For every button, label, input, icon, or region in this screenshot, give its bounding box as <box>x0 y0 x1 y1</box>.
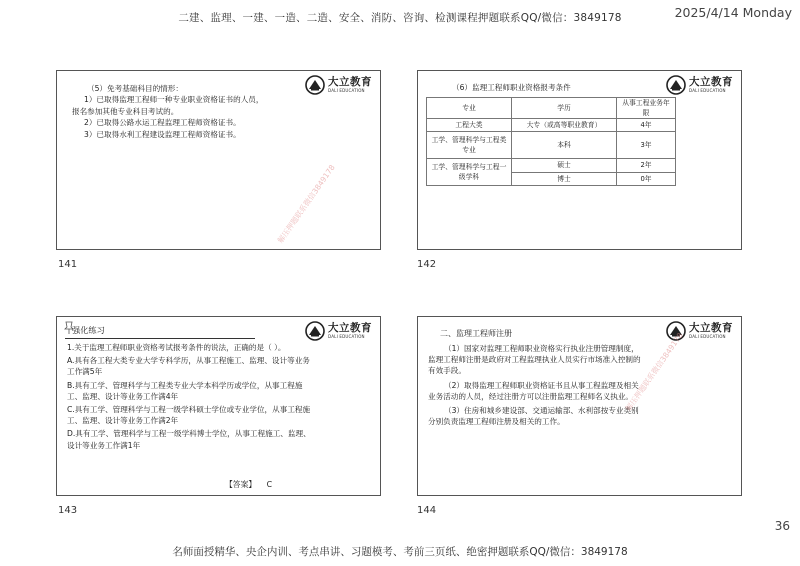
dali-logo-icon <box>305 321 325 341</box>
table-cell: 3年 <box>617 132 676 159</box>
practice-heading-label: 强化练习 <box>72 325 105 335</box>
watermark: 解压押题联系微信3849178 <box>623 331 685 413</box>
exam-conditions-table <box>426 97 676 186</box>
footer-text: 名师面授精华、央企内训、考点串讲、习题模考、考前三页纸、绝密押题联系QQ/微信：3849178 <box>172 546 628 558</box>
logo-name: 大立教育 <box>689 321 733 334</box>
paragraph: （1）国家对监理工程师职业资格实行执业注册管理制度，监理工程师注册是政府对工程监理执业人员实行市场准入控制的有效手段。 <box>428 344 641 376</box>
paragraph: （3）住房和城乡建设部、交通运输部、水利部按专业类别分别负责监理工程师注册及相关的工作。 <box>428 406 639 427</box>
table-cell: 工程大类 <box>427 119 512 132</box>
table-cell: 博士 <box>512 172 617 186</box>
slide-141-line: 报名参加其他专业科目考试的。 <box>72 106 179 116</box>
dali-logo <box>305 75 372 95</box>
slide-number: 143 <box>58 505 78 516</box>
option-a: A.具有各工程大类专业大学专科学历，从事工程施工、监理、设计等业务工作满5年 <box>67 356 310 377</box>
date-label: 2025/4/14 Monday <box>674 5 792 20</box>
slide-141-body <box>72 83 307 140</box>
table-cell: 大专（或高等职业教育） <box>512 119 617 132</box>
option-c: C.具有工学、管理科学与工程一级学科硕士学位或专业学位，从事工程施工、监理、设计等业务工作满2年 <box>67 405 311 426</box>
table-cell: 0年 <box>617 172 676 186</box>
table-cell: 工学、管理科学与工程类专业 <box>427 132 512 159</box>
table-cell: 工学、管理科学与工程一级学科 <box>427 159 512 186</box>
table-row <box>427 159 676 173</box>
slide-144-body <box>428 343 646 430</box>
slide-number: 141 <box>58 259 78 270</box>
question-body <box>67 342 317 453</box>
logo-subtitle: DALI EDUCATION <box>689 88 726 94</box>
table-cell: 硕士 <box>512 159 617 173</box>
slide-number: 142 <box>417 259 437 270</box>
slide-142-title: （6）监理工程师职业资格报考条件 <box>452 83 571 92</box>
table-header: 从事工程业务年限 <box>617 98 676 119</box>
slide-142 <box>417 70 742 250</box>
logo-name: 大立教育 <box>689 75 733 88</box>
table-cell: 4年 <box>617 119 676 132</box>
page-number: 36 <box>774 519 790 533</box>
slide-141-title: （5）免考基础科目的情形： <box>87 84 183 93</box>
watermark: 解压押题联系微信3849178 <box>275 163 337 245</box>
logo-subtitle: DALI EDUCATION <box>689 334 726 340</box>
top-header: 二建、监理、一建、一造、二造、安全、消防、咨询、检测课程押题联系QQ/微信：3849178 <box>178 12 622 24</box>
slide-144-title: 二、监理工程师注册 <box>440 329 512 338</box>
paragraph: （2）取得监理工程师职业资格证书且从事工程监理及相关业务活动的人员，经过注册方可以注册监理工程师名义执业。 <box>428 380 639 401</box>
option-b: B.具有工学、管理科学与工程类专业大学本科学历或学位，从事工程施工、监理、设计等业务工作满4年 <box>67 380 303 401</box>
logo-subtitle: DALI EDUCATION <box>328 334 365 340</box>
slide-141-line: 2）已取得公路水运工程监理工程师资格证书。 <box>84 118 241 128</box>
logo-subtitle: DALI EDUCATION <box>328 88 365 94</box>
question-stem: 1.关于监理工程师职业资格考试报考条件的说法，正确的是（ ）。 <box>67 343 286 352</box>
table-row <box>427 119 676 132</box>
table-cell: 本科 <box>512 132 617 159</box>
slide-141 <box>56 70 381 250</box>
dali-logo-icon <box>305 75 325 95</box>
dali-logo <box>666 75 733 95</box>
logo-name: 大立教育 <box>328 75 372 88</box>
practice-heading <box>65 325 255 339</box>
slide-141-line: 3）已取得水利工程建设监理工程师资格证书。 <box>84 129 241 139</box>
answer-label: 【答案】 <box>225 480 257 489</box>
dali-logo <box>305 321 372 341</box>
table-header: 学历 <box>512 98 617 119</box>
slide-number: 144 <box>417 505 437 516</box>
dali-logo-icon <box>666 75 686 95</box>
table-cell: 2年 <box>617 159 676 173</box>
table-header: 专业 <box>427 98 512 119</box>
table-header-row <box>427 98 676 119</box>
slide-144 <box>417 316 742 496</box>
slide-141-line: 1）已取得监理工程师一种专业职业资格证书的人员， <box>84 95 264 105</box>
option-d: D.具有工学、管理科学与工程一级学科博士学位，从事工程施工、监理、设计等业务工作满1年 <box>67 429 311 450</box>
table-row <box>427 132 676 159</box>
slide-143 <box>56 316 381 496</box>
logo-name: 大立教育 <box>328 321 372 334</box>
answer-line <box>225 479 272 490</box>
answer-value: C <box>266 480 273 489</box>
